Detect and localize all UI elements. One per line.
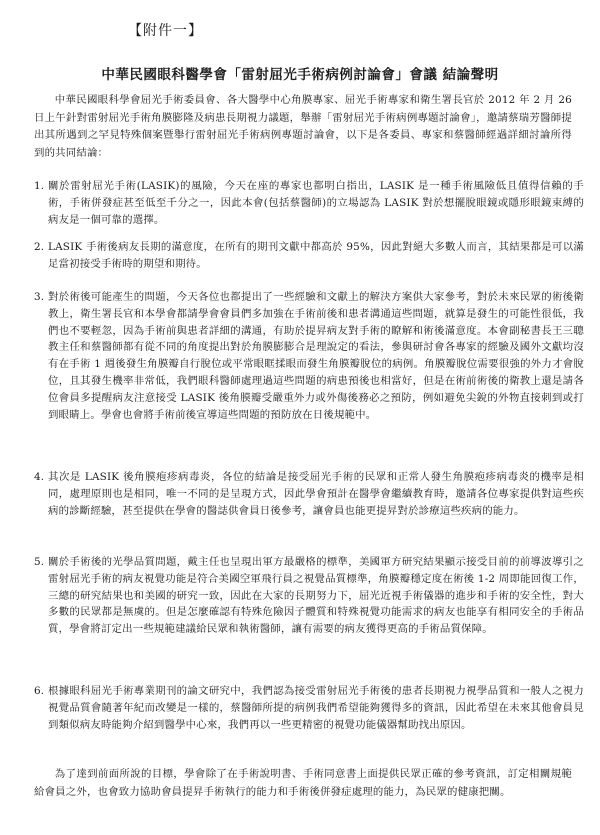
- item-number: 1.: [34, 180, 45, 192]
- item-text: 關於雷射屈光手術(LASIK)的風險，今天在座的專家也都明白指出，LASIK 是一種手術風險低且值得信賴的手術，手術併發症甚至低至千分之一，因此本會(包括蔡醫師)的立場認為 LASIK 對於想擺脫眼鏡或隱形眼鏡束縛的病友是一個可靠的選擇。: [48, 180, 584, 226]
- item-number: 5.: [34, 556, 45, 568]
- conclusion-item-5: [34, 554, 584, 638]
- conclusion-item-3: [34, 289, 584, 423]
- item-text: LASIK 手術後病友長期的滿意度，在所有的期刊文獻中都高於 95%，因此對絕大多數人而言，其結果都是可以滿足當初接受手術時的期望和期待。: [48, 241, 584, 270]
- document-title: 中華民國眼科醫學會「雷射屈光手術病例討論會」會議 結論聲明: [101, 67, 499, 83]
- conclusion-item-6: [34, 683, 584, 733]
- item-number: 3.: [34, 291, 45, 303]
- item-text: 對於術後可能產生的問題，今天各位也都提出了一些經驗和文獻上的解決方案供大家參考，對於未來民眾的術後衛教上，衛生署長官和本學會都請學會會員們多加強在手術前後和患者溝通這些問題，就算是發生的可能性很低，我們也不要輕忽，因為手術前與患者詳細的溝通，有助於提昇病友對手術的瞭解和術後滿意度。本會副秘書長王三聰教主任和蔡醫師都有從不同的角度提出對於角膜膨膨合是理說定的看法，參與研討會各專家的經驗及國外文獻均沒有在手術 1 週後發生角膜瓣自行脫位或平常眼眶揉眼而發生角膜瓣脫位的病例。角膜瓣脫位需要很強的外力才會脫位，且其發生機率非常低，我們眼科醫師處理過這些問題的病患預後也相當好，但是在術前術後的衛教上還是請各位會員多提醒病友注意接受 LASIK 後角膜瓣受嚴重外力或外傷後務必之預防，例如避免尖銳的外物直接刺到或打到眼睛上。學會也會將手術前後宣導這些問題的預防放在日後規範中。: [48, 291, 584, 421]
- item-number: 6.: [34, 685, 45, 697]
- item-number: 2.: [34, 241, 45, 253]
- item-text: 根據眼科屈光手術專業期刊的論文研究中，我們認為接受雷射屈光手術後的患者長期視力視學品質和一般人之視力視覺品質會隨著年紀而改變是一樣的，蔡醫師所提的病例我們希望能夠獲得多的資訊，因此希望在未來其他會員見到類似病友時能夠介紹到醫學中心來，我們再以一些更精密的視覺功能儀器幫助找出原因。: [48, 685, 584, 731]
- intro-paragraph: 中華民國眼科學會屈光手術委員會、各大醫學中心角膜專家、屈光手術專家和衛生署長官於 2012 年 2 月 26 日上午針對雷射屈光手術角膜膨隆及病患長期視力議題，舉辦「雷射屈光手術病例專題討論會」，邀請蔡瑞芳醫師提出其所遇到之罕見特殊個案暨舉行雷射屈光手術病例專題討論會，以下是各委員、專家和蔡醫師經過詳細討論所得到的共同結論：: [34, 94, 572, 159]
- item-number: 4.: [34, 471, 45, 483]
- conclusion-item-1: [34, 178, 584, 228]
- item-text: 關於手術後的光學品質問題，戴主任也呈現出軍方最嚴格的標準，美國軍方研究結果顯示接受目前的前導波導引之雷射屈光手術的病友視覺功能是符合美國空軍飛行員之視覺品質標準，角膜瓣穩定度在術後 1-2 周即能回復工作，三總的研究結果也和美國的研究一致，因此在大家的長期努力下，屈光近視手術儀器的進步和手術的安全性，對大多數的民眾都是無虞的。但是怎麼確認有特殊危險因子體質和特殊視覺功能需求的病友也能享有相同安全的手術品質，學會將訂定出一些規範建議給民眾和執術醫師，讓有需要的病友獲得更高的手術品質保障。: [48, 556, 584, 636]
- closing-paragraph: 為了達到前面所說的目標，學會除了在手術說明書、手術同意書上面提供民眾正確的參考資訊，訂定相關規範給會員之外，也會致力協助會員提昇手術執行的能力和手術後併發症處理的能力，為民眾的健康把關。: [34, 768, 572, 798]
- item-text: 其次是 LASIK 後角膜疱疹病毒炎，各位的結論是接受屈光手術的民眾和正常人發生角膜疱疹病毒炎的機率是相同，處理原則也是相同，唯一不同的是呈現方式，因此學會預計在醫學會繼續教育時，邀請各位專家提供對這些疾病的診斷經驗，甚至提供在學會的醫誌供會員日後參考，讓會員也能更提昇對於診療這些疾病的能力。: [48, 471, 584, 517]
- conclusion-item-4: [34, 469, 584, 519]
- attachment-label: 【附件一】: [128, 23, 203, 39]
- conclusion-item-2: [34, 239, 584, 273]
